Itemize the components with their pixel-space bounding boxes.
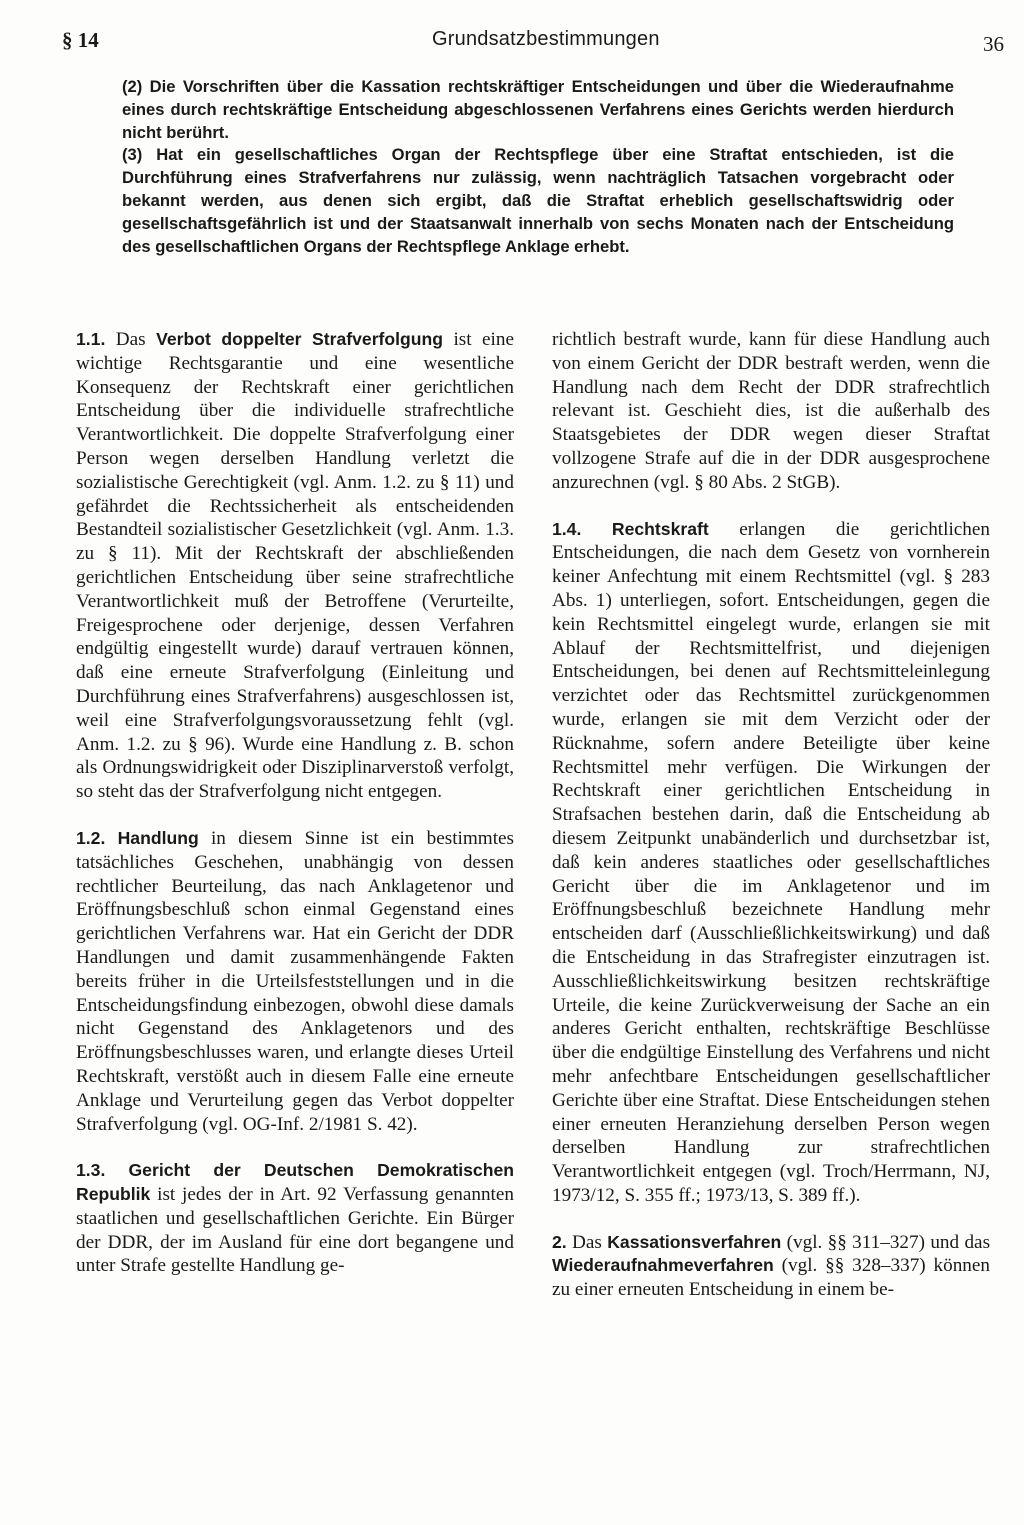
note-number: 1.2.: [76, 827, 106, 848]
note-text: ist eine wichtige Rechtsgarantie und eine wesentliche Konsequenz der Rechtskraft einer gerichtlichen Entscheidung über die individuelle strafrechtliche Verantwortlichkeit. Die doppelte Strafverfolgung einer Person wegen derselben Handlung verletzt die sozialistische Gerechtigkeit (vgl. Anm. 1.2. zu § 11) und gefährdet die Rechtssicherheit als entscheidenden Bestandteil sozialistischer Gesetzlichkeit (vgl. Anm. 1.3. zu § 11). Mit der Rechtskraft der abschließenden gerichtlichen Entscheidung über seine strafrechtliche Verantwortlichkeit muß der Betroffene (Verurteilte, Freigesprochene oder derjenige, dessen Verfahren endgültig eingestellt wurde) darauf vertrauen können, daß eine erneute Strafverfolgung (Einleitung und Durchführung eines Strafverfahrens) ausgeschlossen ist, weil eine Strafverfolgungsvoraussetzung fehlt (vgl. Anm. 1.2. zu § 96). Wurde eine Handlung z. B. schon als Ordnungswidrigkeit oder Disziplinarverstoß verfolgt, so steht das der Strafverfolgung nicht entgegen.: [76, 329, 514, 803]
note-term: Verbot doppelter Strafverfolgung: [156, 329, 444, 349]
note-1-3: [76, 1159, 514, 1278]
note-1-1: [76, 328, 514, 804]
note-text: Das: [572, 1231, 602, 1253]
note-text: Das: [115, 329, 146, 350]
note-text: (vgl. §§ 328–337) können zu einer erneuten Entscheidung in einem be-: [552, 1255, 990, 1301]
law-paragraph-2: (2) Die Vorschriften über die Kassation rechtskräftiger Entscheidungen und über die Wiederaufnahme eines durch rechtskräftige Entscheidung abgeschlossenen Verfahrens eines Gerichts werden hierdurch nicht berührt.: [122, 77, 954, 142]
commentary-left-column: [76, 328, 514, 1301]
page-header: [62, 20, 1004, 56]
note-1-4: [552, 518, 990, 1208]
note-1-3-continued: richtlich bestraft wurde, kann für diese Handlung auch von einem Gericht der DDR bestraft werden, wenn die Handlung nach dem Recht der DDR strafrechtlich relevant ist. Geschieht dies, ist die außerhalb des Staatsgebietes der DDR wegen dieser Straftat vollzogene Strafe auf die in der DDR ausgesprochene anzurechnen (vgl. § 80 Abs. 2 StGB).: [552, 329, 990, 493]
note-text: in diesem Sinne ist ein bestimmtes tatsächliches Geschehen, unabhängig von dessen rechtlicher Beurteilung, das nach Anklagetenor und Eröffnungsbeschluß schon einmal Gegenstand eines gerichtlichen Verfahrens war. Hat ein Gericht der DDR Handlungen und damit zusammenhängende Fakten bereits früher in die Urteilsfeststellungen und in die Entscheidungsfindung einbezogen, obwohl diese damals nicht Gegenstand des Anklagetenors und des Eröffnungsbeschlusses waren, und erlangte dieses Urteil Rechtskraft, verstößt auch in diesem Falle eine erneute Anklage und Verurteilung gegen das Verbot doppelter Strafverfolgung (vgl. OG-Inf. 2/1981 S. 42).: [76, 827, 515, 1135]
note-text: (vgl. §§ 311–327) und das: [786, 1231, 991, 1253]
note-number: 1.4.: [552, 518, 582, 539]
note-2: [552, 1231, 990, 1302]
note-number: 1.1.: [76, 329, 106, 349]
note-term: Wiederaufnahmeverfahren: [552, 1255, 774, 1276]
law-paragraph-3: (3) Hat ein gesellschaftliches Organ der Rechtspflege über eine Straftat entschieden, ist die Durchführung eines Strafverfahrens nur zulässig, wenn nachträglich Tatsachen vorgebracht oder bekannt werden, aus denen sich ergibt, daß die Straftat erheblich gesellschaftswidrig oder gesellschaftsgefährlich ist und der Staatsanwalt innerhalb von sechs Monaten nach der Entscheidung des gesellschaftlichen Organs der Rechtspflege Anklage erhebt.: [122, 145, 954, 256]
note-text: erlangen die gerichtlichen Entscheidungen, die nach dem Gesetz von vornherein keiner Anfechtung mit einem Rechtsmittel (vgl. § 283 Abs. 1) unterliegen, sofort. Entscheidungen, gegen die kein Rechtsmittel eingelegt wurde, erlangen sie mit Ablauf der Rechtsmittelfrist, und diejenigen Entscheidungen, bei denen auf Rechtsmitteleinlegung verzichtet oder das Rechtsmittel zurückgenommen wurde, erlangen sie mit dem Verzicht oder der Rücknahme, sofern andere Beteiligte über keine Rechtsmittel mehr verfügen. Die Wirkungen der Rechtskraft einer gerichtlichen Entscheidung in Strafsachen bestehen darin, daß die Entscheidung ab diesem Zeitpunkt unabänderlich und durchsetzbar ist, daß kein anderes staatliches oder gesellschaftliches Gericht über die im Anklagetenor und im Eröffnungsbeschluß bezeichnete Handlung mehr entscheiden darf (Ausschließlichkeitswirkung) und daß die Entscheidung in das Strafregister einzutragen ist. Ausschließlichkeitswirkung besitzen rechtskräftige Urteile, die keine Zurückverweisung der Sache an ein anderes Gericht enthalten, rechtskräftige Beschlüsse über die endgültige Einstellung des Verfahrens und nicht mehr anfechtbare Entscheidungen gesellschaftlicher Gerichte über eine Straftat. Diese Entscheidungen stehen einer erneuten Heranziehung derselben Person wegen derselben Handlung zur strafrechtlichen Verantwortlichkeit entgegen (vgl. Troch/Herrmann, NJ, 1973/12, S. 355 ff.; 1973/13, S. 389 ff.).: [552, 518, 990, 1206]
page-number: 36: [983, 32, 1004, 56]
running-title: Grundsatzbestimmungen: [432, 28, 660, 50]
note-term: Kassationsverfahren: [607, 1231, 782, 1252]
note-term: Gericht der Deutschen Demokratischen Republik: [76, 1160, 514, 1205]
note-number: 1.3.: [76, 1160, 106, 1181]
law-text-block: [122, 76, 954, 258]
note-1-2: [76, 827, 514, 1136]
note-term: Rechtskraft: [611, 518, 709, 539]
section-number: § 14: [62, 28, 99, 52]
commentary-right-column: [552, 328, 990, 1325]
note-number: 2.: [552, 1231, 567, 1252]
note-term: Handlung: [117, 827, 199, 848]
note-text: ist jedes der in Art. 92 Verfassung genannten staatlichen und gesellschaftlichen Gerichte. Ein Bürger der DDR, der im Ausland für eine dort begangene und unter Strafe gestellte Handlung ge-: [76, 1184, 514, 1277]
